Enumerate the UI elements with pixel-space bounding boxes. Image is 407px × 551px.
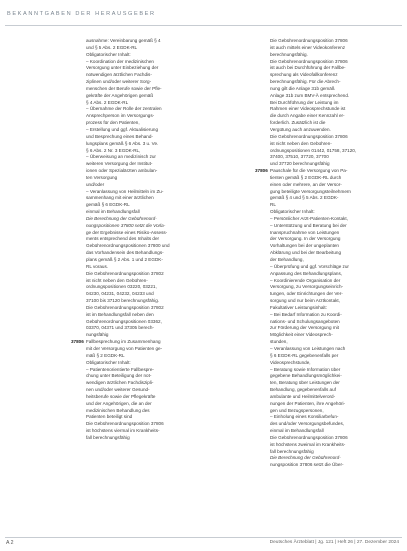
text-line: ist auch mittels einer Videokonferenz — [270, 44, 345, 50]
text-line: einmal im Behandlungsfall — [86, 209, 140, 215]
text-line: – Koordination der medizinischen — [86, 58, 154, 64]
text-line: ist im Behandlungsfall neben den — [86, 311, 154, 317]
text-line: wendigen ärztlichen Fachdiszipli- — [86, 380, 154, 386]
header-rule — [5, 25, 402, 26]
text-line: – Erstellung und ggf. Aktualisierung — [86, 126, 159, 132]
text-line: Vergütung auch anzuwenden. — [270, 126, 331, 132]
text-line: Die Gebührenordnungsposition 37806 — [270, 133, 348, 139]
text-line: ist höchstens viermal im Krankheits- — [86, 428, 160, 434]
text-line: zur Förderung der Versorgung mit — [270, 325, 339, 331]
text-line: nen und/oder weiterer Gesund- — [86, 387, 150, 393]
text-line: Anlage 31b zum BMV-Ä entsprechend. — [270, 92, 350, 98]
text-line: weiteren Versorgung der Institut- — [86, 161, 153, 167]
text-line: Gebührenordnungspositionen 37800 und — [86, 243, 170, 249]
left-text-column — [86, 38, 204, 442]
text-line: Möglichkeit einer Videosprech- — [270, 332, 333, 338]
text-line: lungsplans gemäß § 6 Abs. 3 u. Ve. — [86, 140, 159, 146]
text-line: – Bei Bedarf Information zu Koordi- — [270, 311, 342, 317]
text-line: notwendigen ärztlichen Fachdis- — [86, 72, 152, 78]
text-line: das Vorhandensein des Behandlungs- — [86, 250, 164, 256]
text-line: RL voraus. — [86, 263, 109, 269]
text-line: berechnungsfähig. — [270, 51, 308, 57]
text-line: ten Versorgung — [86, 174, 118, 180]
text-line: – Veranlassung von Heilmitteln im Zu- — [86, 188, 164, 194]
text-line: gegebene Behandlungsmöglichkei- — [270, 373, 342, 379]
text-line: einen oder mehrere, an der Versor- — [270, 181, 342, 187]
text-line: Pauschale für die Versorgung von Pa- — [270, 168, 348, 174]
text-line: und/oder — [86, 181, 105, 187]
text-line: Videosprechstunde, — [270, 359, 311, 365]
text-line: Fakultativer Leistungsinhalt: — [270, 304, 327, 310]
text-line: – Patientenorientierte Fallbespre- — [86, 366, 154, 372]
text-line: ten, Beratung über Leistungen der — [270, 380, 340, 386]
journal-citation: Deutsches Ärzteblatt | Jg. 121 | Heft 26 | 27. Dezember 2024 — [269, 540, 399, 545]
text-line: gemäß § 6 EGDK-RL — [86, 202, 130, 208]
section-title: BEKANNTGABEN DER HERAUSGEBER — [7, 11, 156, 17]
text-line: nungspositionen 37800 setzt die Vorla- — [86, 222, 166, 228]
text-line: – Unterstützung und Beratung bei der — [270, 222, 347, 228]
text-line: und der Angehörigen, die an der — [86, 400, 152, 406]
text-line: und Besprechung eines Behand- — [86, 133, 153, 139]
gop-code: 37806 — [71, 339, 84, 345]
text-line: einmal im Behandlungsfall — [270, 428, 324, 434]
text-line: gen und Bezugspersonen, — [270, 407, 324, 413]
text-line: Ansprechperson im Versorgungs- — [86, 113, 155, 119]
text-line: sorgung und nur beim Arztkontakt, — [270, 298, 340, 304]
text-line: – Beratung sowie Information über — [270, 366, 341, 372]
text-line: der Versorgung. In der Versorgung — [270, 236, 341, 242]
text-line: Die Berechnung der Gebührenord- — [270, 455, 341, 461]
page-number: A 2 — [6, 540, 14, 546]
text-line: Fallbesprechung im Zusammenhang — [86, 339, 161, 345]
text-line: ist nicht neben den Gebühren- — [270, 140, 332, 146]
text-line: Inanspruchnahme von Leistungen — [270, 229, 340, 235]
text-line: ionen oder Spezialärzten ambulan- — [86, 168, 158, 174]
text-line: Die Gebührenordnungsposition 37806 — [270, 58, 348, 64]
text-line: Die Gebührenordnungsposition 37802 — [86, 304, 164, 310]
text-line: und 37720 berechnungsfähig — [270, 161, 330, 167]
text-line: Die Gebührenordnungsposition 37802 — [86, 270, 164, 276]
text-line: – Einholung eines Konsiliarbefun- — [270, 414, 339, 420]
text-line: Die Berechnung der Gebührenord- — [86, 215, 157, 221]
text-line: ist auch bei Durchführung der Fallbe- — [270, 65, 346, 71]
text-line: menschen der Berufe sowie der Pfle- — [86, 85, 162, 91]
text-line: Abklärung und bei der Bearbeitung — [270, 250, 341, 256]
text-line: Die Gebührenordnungsposition 37806 — [86, 421, 164, 427]
text-line: ausnahme: Vereinbarung gemäß § 4 — [86, 38, 161, 43]
text-line: ordnungspositionen 03220, 03221, — [86, 284, 157, 290]
text-line: medizinischen Behandlung des — [86, 407, 150, 413]
text-line: 03370, 04371 und 37305 berech- — [86, 325, 154, 331]
text-line: RL — [270, 202, 276, 208]
text-line: ge der Ergebnisse eines Risiko-Assess- — [86, 229, 168, 235]
text-line: 37400, 37510, 37720, 37700 — [270, 154, 329, 160]
text-line: chung unter Beteiligung der not- — [86, 373, 152, 379]
text-line: die durch Angabe einer Kennzahl er- — [270, 113, 345, 119]
text-line: heitsberufe sowie der Pflegekräfte — [86, 393, 156, 399]
text-line: fall berechnungsfähig — [270, 448, 314, 454]
text-line: – Veranlassung von Leistungen nach — [270, 345, 346, 351]
gop-code: 37806 — [255, 168, 268, 174]
text-line: tungen, oder Einrichtungen der Ver- — [270, 291, 343, 297]
text-line: prozess für den Patienten, — [86, 120, 140, 126]
text-line: sprechung als Videofallkonferenz — [270, 72, 338, 78]
text-line: Patienten beteiligt sind — [86, 414, 133, 420]
text-line: § 6 Abs. 2 Nr. 3 EGDK-RL, — [86, 147, 141, 153]
text-line: – Überweisung an medizinisch zur — [86, 154, 156, 160]
text-line: – Überprüfung und ggf. Vorschläge zur — [270, 263, 349, 269]
text-line: plans gemäß § 2 Abs. 1 und 2 EGDK- — [86, 257, 163, 262]
text-line: sammenhang mit einer ärztlichen — [86, 195, 154, 201]
text-line: 04230, 04231, 04232, 04233 und — [86, 291, 154, 297]
text-line: Versorgung, zu Versorgungseinrich- — [270, 284, 344, 290]
footer-rule — [5, 537, 402, 538]
text-line: nungsposition 37806 setzt die Über- — [270, 462, 344, 468]
text-line: Obligatorischer Inhalt: — [270, 209, 315, 215]
text-line: nations- und Schulungsangeboten — [270, 318, 340, 324]
text-line: des und/oder Versorgungsbefundes, — [270, 421, 345, 427]
text-line: – Koordinierende Organisation der — [270, 277, 341, 283]
text-line: Anpassung des Behandlungsplans, — [270, 270, 343, 276]
text-line: § 6 EGDK-RL gegebenenfalls per — [270, 352, 339, 358]
right-text-column — [270, 38, 388, 469]
text-line: mäß § 2 EGDK-RL — [86, 352, 125, 358]
text-line: ambulante und Heilmittelverord- — [270, 393, 336, 399]
text-line: ist nicht neben den Gebühren- — [86, 277, 148, 283]
text-line: nungsfähig — [86, 332, 109, 338]
text-line: Vorhaltungen bei der ungeplanten — [270, 243, 339, 249]
text-line: § 4 Abs. 2 EGDK-RL — [86, 99, 129, 105]
text-line: nung gilt die Anlage 31b gemäß — [270, 85, 335, 91]
text-line: ist höchstens zweimal im Krankheits- — [270, 441, 346, 447]
text-line: Bei Durchführung der Leistung im — [270, 99, 339, 105]
text-line: fall berechnungsfähig — [86, 434, 130, 440]
text-line: der Behandlung, — [270, 257, 304, 262]
text-line: gemäß § 4 und § 5 Abs. 2 EGDK- — [270, 195, 339, 201]
text-line: Die Gebührenordnungsposition 37806 — [270, 434, 348, 440]
text-line: 37100 bis 37120 berechnungsfähig. — [86, 298, 160, 304]
text-line: Rahmen einer Videosprechstunde ist — [270, 106, 346, 112]
text-line: gekräfte der Angehörigen gemäß — [86, 92, 154, 98]
text-line: Die Gebührenordnungsposition 37806 — [270, 38, 348, 43]
text-line: gung beteiligte Versorgungsteilnehmern — [270, 188, 351, 194]
text-line: berechnungsfähig. Für die Abrech- — [270, 79, 341, 85]
text-line: Obligatorischer Inhalt: — [86, 359, 131, 365]
text-line: und § 5 Abs. 2 EGDK-RL — [86, 44, 138, 50]
text-line: stunden, — [270, 339, 288, 345]
text-line: ments entsprechend des Inhalts der — [86, 236, 160, 242]
text-line: – Persönlicher Arzt-Patienten-Kontakt, — [270, 215, 348, 221]
text-line: forderlich. Zusätzlich ist die — [270, 120, 326, 126]
text-line: mit der Versorgung von Patienten ge- — [86, 345, 163, 351]
text-line: Behandlung, gegebenenfalls auf — [270, 387, 336, 393]
text-line: Gebührenordnungspositionen 03362, — [86, 318, 162, 324]
text-line: ordnungspositionen 01442, 01758, 37120, — [270, 147, 357, 153]
text-line: Versorgung unter Einbeziehung der — [86, 65, 159, 71]
text-line: – Übernahme der Rolle der zentralen — [86, 106, 162, 112]
text-line: tienten gemäß § 2 EGDK-RL durch — [270, 174, 342, 180]
text-line: nungen der Patienten, ihre Angehöri- — [270, 400, 346, 406]
text-line: ziplinen und/oder weiterer Sorg- — [86, 79, 152, 85]
text-line: Obligatorischer Inhalt: — [86, 51, 131, 57]
